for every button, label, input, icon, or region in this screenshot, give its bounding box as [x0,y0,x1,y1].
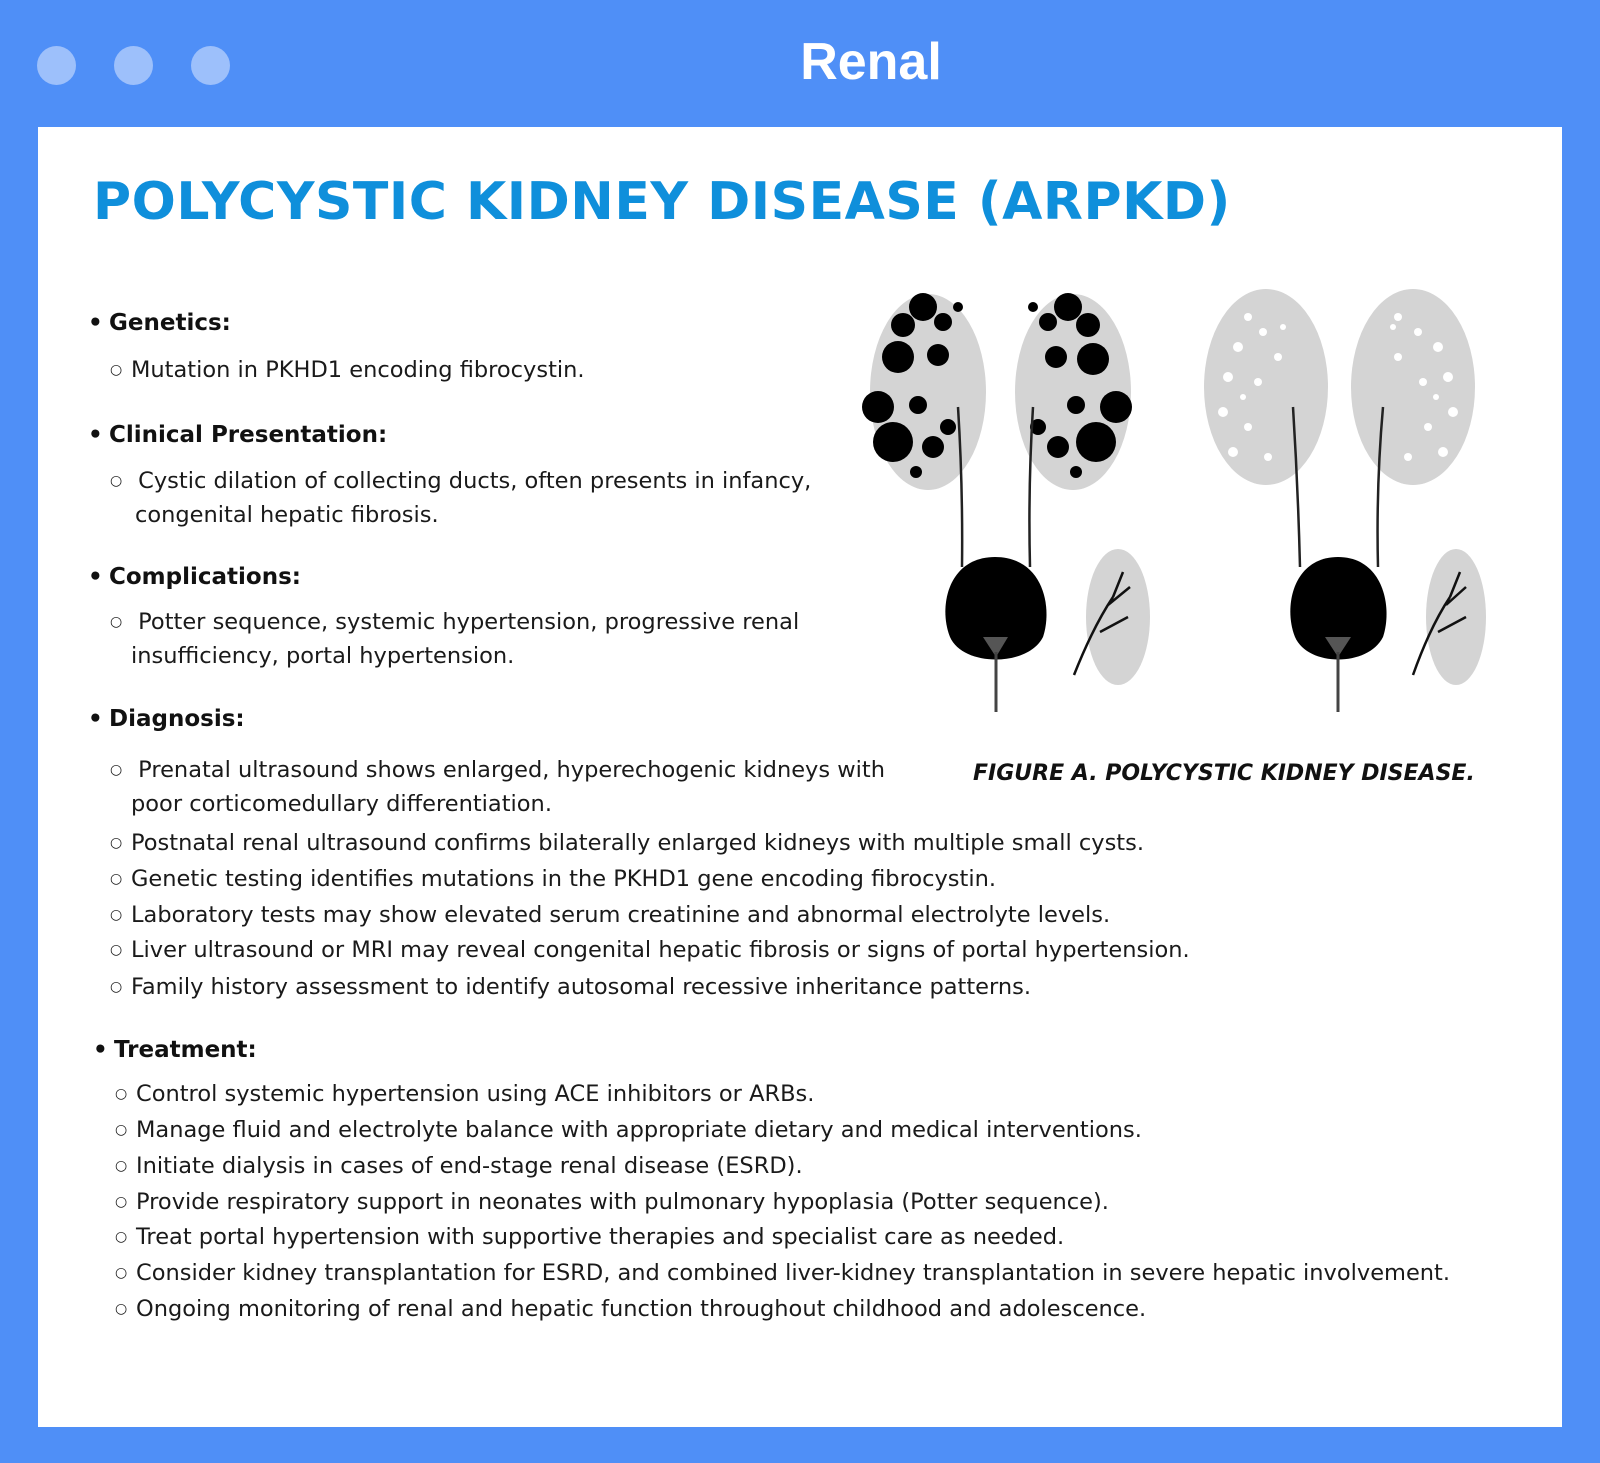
figure-caption: FIGURE A. POLYCYSTIC KIDNEY DISEASE. [973,761,1475,786]
list-item: ○ Treat portal hypertension with supportive therapies and specialist care as needed. [115,1220,1064,1254]
page-title: POLYCYSTIC KIDNEY DISEASE (ARPKD) [93,172,1231,232]
list-item: ○ Postnatal renal ultrasound confirms bilaterally enlarged kidneys with multiple small cysts. [110,826,1144,860]
list-item: ○ Manage fluid and electrolyte balance with appropriate dietary and medical interventions. [115,1113,1142,1147]
section-heading-genetics: • Genetics: [88,310,231,336]
content-panel [38,127,1562,1427]
list-item: ○ Ongoing monitoring of renal and hepatic function throughout childhood and adolescence. [115,1292,1146,1326]
list-item: ○ Mutation in PKHD1 encoding fibrocystin. [110,353,585,387]
list-item: ○ Consider kidney transplantation for ESRD, and combined liver-kidney transplantation in severe hepatic involvement. [115,1256,1450,1290]
list-item: ○ Family history assessment to identify autosomal recessive inheritance patterns. [110,970,1031,1004]
section-heading-complications: • Complications: [88,564,301,590]
list-item: ○ Control systemic hypertension using ACE inhibitors or ARBs. [115,1077,814,1111]
window-title: Renal [800,33,942,91]
list-item: ○ Provide respiratory support in neonates with pulmonary hypoplasia (Potter sequence). [115,1185,1109,1219]
list-item: ○ Liver ultrasound or MRI may reveal congenital hepatic fibrosis or signs of portal hypertension. [110,933,1190,967]
list-item: ○ Prenatal ultrasound shows enlarged, hyperechogenic kidneys with poor corticomedullary differentiation. [110,753,885,821]
section-heading-clinical: • Clinical Presentation: [88,422,387,448]
list-item: ○ Cystic dilation of collecting ducts, often presents in infancy, congenital hepatic fibrosis. [110,464,811,532]
list-item: ○ Initiate dialysis in cases of end-stage renal disease (ESRD). [115,1149,803,1183]
section-heading-diagnosis: • Diagnosis: [88,706,245,732]
list-item: ○ Potter sequence, systemic hypertension, progressive renal insufficiency, portal hypertension. [110,605,799,673]
kidney-pair-large-cysts [862,293,1150,712]
section-heading-treatment: • Treatment: [93,1037,257,1063]
list-item: ○ Genetic testing identifies mutations in the PKHD1 gene encoding fibrocystin. [110,862,996,896]
list-item: ○ Laboratory tests may show elevated serum creatinine and abnormal electrolyte levels. [110,898,1110,932]
kidney-pair-small-cysts [1204,289,1486,712]
kidney-illustration [838,287,1518,727]
